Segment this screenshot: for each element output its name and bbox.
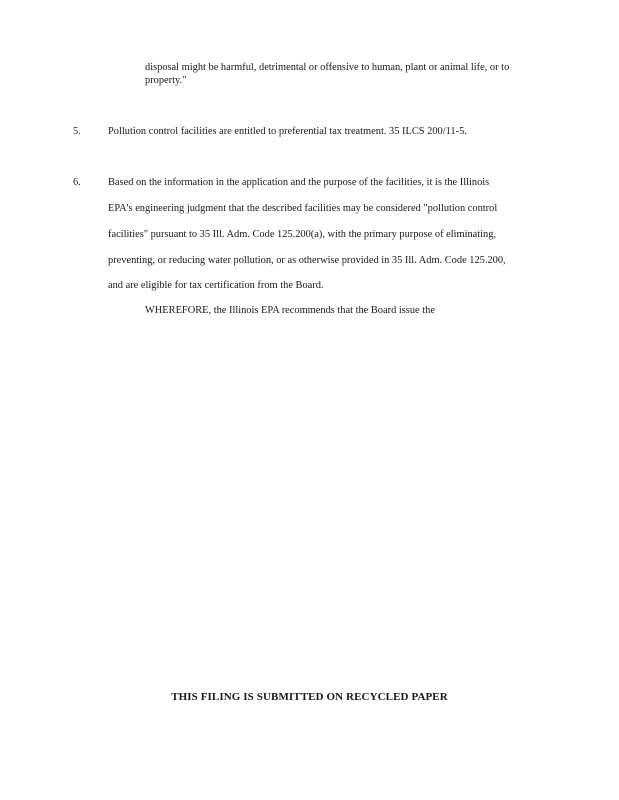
quote-line-1: disposal might be harmful, detrimental or offensive to human, plant or animal life, or to — [145, 62, 510, 73]
paragraph-6-line-3: facilities" pursuant to 35 Ill. Adm. Code 125.200(a), with the primary purpose of eliminating, — [108, 229, 497, 240]
paragraph-6-line-2: EPA's engineering judgment that the described facilities may be considered "pollution control — [108, 203, 498, 214]
paragraph-6-line-1: Based on the information in the application and the purpose of the facilities, it is the Illinois — [108, 177, 490, 188]
quote-line-2: property." — [145, 75, 187, 86]
paragraph-number: 6. — [73, 177, 81, 188]
conclusion-paragraph: WHEREFORE, the Illinois EPA recommends that the Board issue the — [145, 305, 435, 316]
paragraph-6-line-4: preventing, or reducing water pollution, or as otherwise provided in 35 Ill. Adm. Code 125.200, — [108, 255, 506, 266]
paragraph-number: 5. — [73, 126, 81, 137]
paragraph-6-line-5: and are eligible for tax certification from the Board. — [108, 280, 324, 291]
recycled-paper-footer: THIS FILING IS SUBMITTED ON RECYCLED PAPER — [171, 691, 448, 703]
paragraph-5-line-1: Pollution control facilities are entitled to preferential tax treatment. 35 ILCS 200/11-5. — [108, 126, 467, 137]
